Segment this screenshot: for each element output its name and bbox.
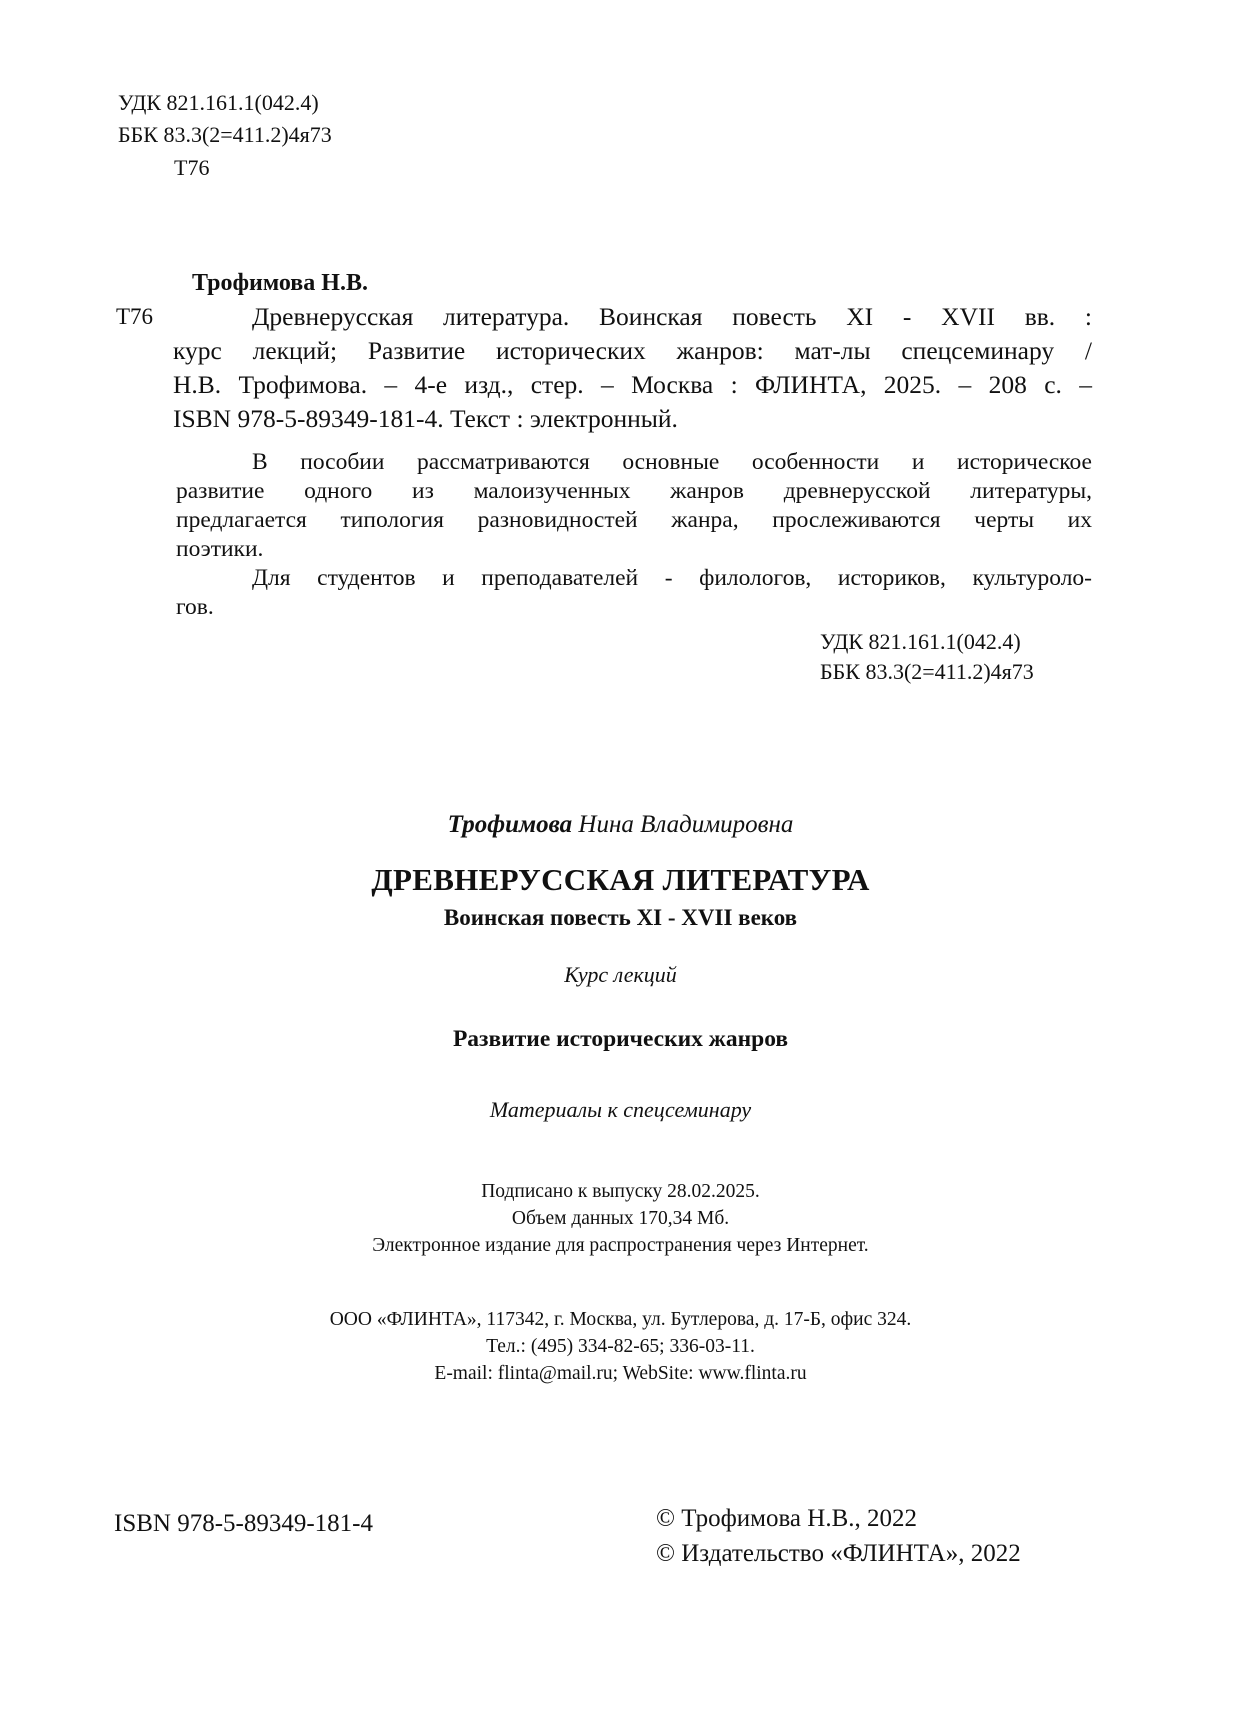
udk-code-card: УДК 821.161.1(042.4) (820, 629, 1021, 654)
card-description-line-1: Древнерусская литература. Воинская повесть XI - XVII вв. : (252, 302, 1092, 331)
bbk-code-top: ББК 83.3(2=411.2)4я73 (118, 122, 332, 147)
publication-type-seminar: Материалы к спецсеминару (489, 1097, 752, 1122)
page-subtitle: Воинская повесть XI - XVII веков (443, 905, 798, 930)
imprint-signed: Подписано к выпуску 28.02.2025. (481, 1181, 760, 1202)
author-given-names: Нина Владимировна (572, 811, 794, 838)
card-abstract-line-4: поэтики. (176, 536, 264, 562)
publisher-contacts: E-mail: flinta@mail.ru; WebSite: www.flinta.ru (434, 1363, 807, 1384)
card-abstract-line-2: развитие одного из малоизученных жанров древнерусской литературы, (176, 478, 1092, 504)
author-surname: Трофимова (447, 811, 573, 838)
copyright-author: © Трофимова Н.В., 2022 (656, 1505, 918, 1532)
publisher-address: ООО «ФЛИНТА», 117342, г. Москва, ул. Бутлерова, д. 17-Б, офис 324. (329, 1309, 912, 1330)
card-audience-line-2: гов. (176, 594, 214, 620)
udk-code-top: УДК 821.161.1(042.4) (118, 90, 319, 115)
card-audience-line-1: Для студентов и преподавателей - филологов, историков, культуроло- (252, 565, 1092, 591)
bbk-code-card: ББК 83.3(2=411.2)4я73 (820, 659, 1034, 684)
card-description-line-4: ISBN 978-5-89349-181-4. Текст : электронный. (173, 404, 678, 433)
card-description-line-3: Н.В. Трофимова. – 4-е изд., стер. – Москва : ФЛИНТА, 2025. – 208 с. – (173, 370, 1092, 399)
card-author-mark: Т76 (116, 304, 154, 329)
card-author-heading: Трофимова Н.В. (192, 270, 368, 296)
card-description-line-2: курс лекций; Развитие исторических жанров: мат-лы спецсеминару / (173, 336, 1092, 365)
imprint-distribution: Электронное издание для распространения через Интернет. (372, 1235, 869, 1256)
isbn-number: ISBN 978-5-89349-181-4 (114, 1510, 374, 1537)
section-title: Развитие исторических жанров (452, 1026, 789, 1052)
copyright-publisher: © Издательство «ФЛИНТА», 2022 (656, 1540, 1021, 1567)
imprint-data-volume: Объем данных 170,34 Мб. (511, 1208, 730, 1229)
publisher-phones: Тел.: (495) 334-82-65; 336-03-11. (486, 1336, 755, 1357)
publication-type-lectures: Курс лекций (564, 962, 677, 987)
author-full-name (0, 811, 1241, 839)
card-abstract-line-1: В пособии рассматриваются основные особенности и историческое (252, 449, 1092, 475)
page-title: ДРЕВНЕРУССКАЯ ЛИТЕРАТУРА (371, 862, 870, 897)
card-abstract-line-3: предлагается типология разновидностей жанра, прослеживаются черты их (176, 507, 1092, 533)
author-mark-top: Т76 (174, 155, 210, 180)
